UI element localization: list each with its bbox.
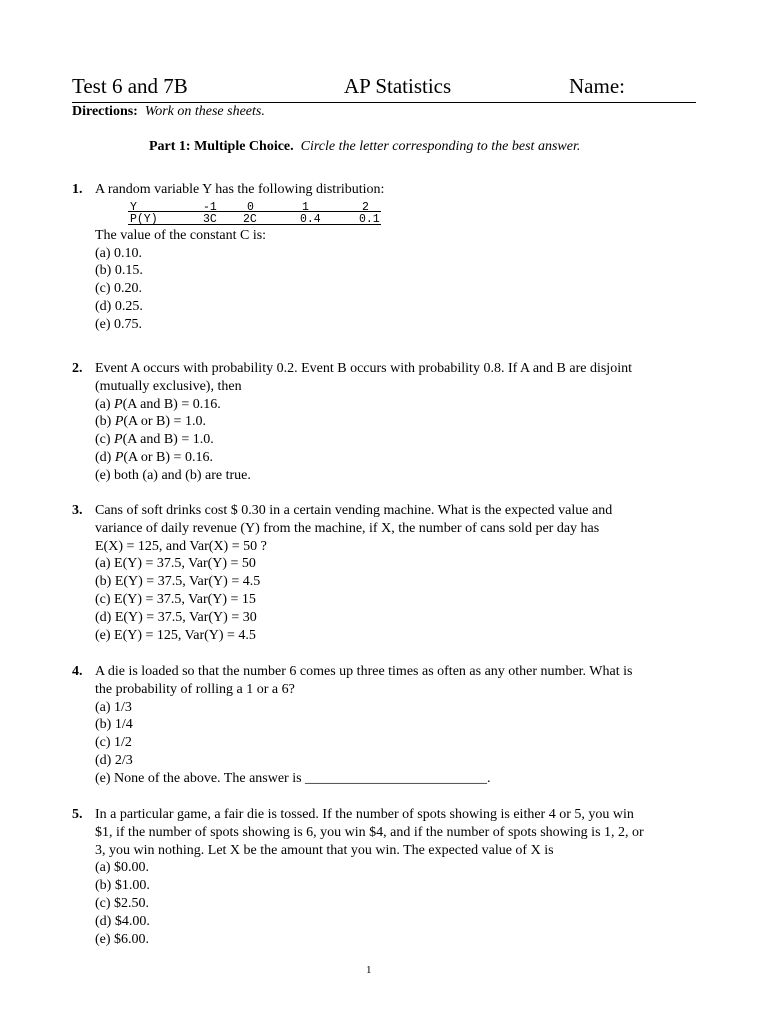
- question-text: 3, you win nothing. Let X be the amount that you win. The expected value of X is: [95, 842, 554, 858]
- question-number: 1.: [72, 182, 83, 197]
- table-cell: 0.4: [300, 212, 321, 226]
- question-number: 5.: [72, 807, 83, 822]
- table-cell: 1: [302, 200, 309, 214]
- part-instructions: Circle the letter corresponding to the best answer.: [300, 139, 581, 154]
- table-cell: Y: [130, 200, 137, 214]
- question-text: (mutually exclusive), then: [95, 378, 242, 394]
- question-number: 4.: [72, 664, 83, 679]
- question-body: [95, 181, 695, 334]
- question-text: E(X) = 125, and Var(X) = 50 ?: [95, 538, 267, 554]
- answer-option-d: (d) 0.25.: [95, 298, 143, 314]
- table-cell: P(Y): [130, 212, 158, 226]
- answer-option-c: (c) P(A and B) = 1.0.: [95, 432, 214, 448]
- table-cell: 2C: [243, 212, 257, 226]
- answer-option-b: (b) P(A or B) = 1.0.: [95, 414, 206, 430]
- answer-option-d: (d) E(Y) = 37.5, Var(Y) = 30: [95, 609, 257, 625]
- answer-option-e: (e) both (a) and (b) are true.: [95, 467, 251, 483]
- answer-option-c: (c) E(Y) = 37.5, Var(Y) = 15: [95, 591, 256, 607]
- answer-option-c: (c) 0.20.: [95, 281, 143, 297]
- question-text: The value of the constant C is:: [95, 227, 267, 243]
- question-number: 2.: [72, 361, 83, 376]
- table-cell: 3C: [203, 212, 217, 226]
- answer-option-b: (b) E(Y) = 37.5, Var(Y) = 4.5: [95, 574, 261, 590]
- question-body: [95, 806, 695, 948]
- question-text: Cans of soft drinks cost $ 0.30 in a certain vending machine. What is the expected value and: [95, 503, 613, 518]
- table-cell: 2: [362, 200, 369, 214]
- page-header: [72, 74, 696, 103]
- question-body: [95, 663, 695, 788]
- course-title: AP Statistics: [344, 74, 452, 98]
- answer-option-d: (d) $4.00.: [95, 913, 150, 929]
- answer-option-a: (a) 1/3: [95, 699, 132, 715]
- answer-option-c: (c) $2.50.: [95, 895, 150, 911]
- question-text: Event A occurs with probability 0.2. Event B occurs with probability 0.8. If A and B are disjoint: [95, 361, 632, 376]
- page-number: 1: [366, 964, 372, 976]
- table-bottom-rule: [128, 224, 381, 225]
- question-text: variance of daily revenue (Y) from the machine, if X, the number of cans sold per day has: [95, 520, 600, 536]
- directions-label: Directions:: [72, 104, 138, 119]
- answer-option-b: (b) 1/4: [95, 717, 133, 733]
- answer-option-d: (d) 2/3: [95, 752, 133, 768]
- answer-option-e: (e) 0.75.: [95, 316, 143, 332]
- question-text: A random variable Y has the following distribution:: [95, 182, 385, 197]
- answer-option-a: (a) E(Y) = 37.5, Var(Y) = 50: [95, 556, 256, 572]
- name-label: Name:: [569, 74, 625, 98]
- table-cell: -1: [203, 200, 217, 214]
- question-text: In a particular game, a fair die is tossed. If the number of spots showing is either 4 or 5, you win: [95, 807, 634, 822]
- test-title: Test 6 and 7B: [72, 74, 188, 98]
- answer-option-e: (e) $6.00.: [95, 931, 150, 947]
- answer-option-b: (b) 0.15.: [95, 263, 143, 279]
- answer-option-a: (a) P(A and B) = 0.16.: [95, 396, 221, 412]
- table-cell: 0: [247, 200, 254, 214]
- part-label: Part 1: Multiple Choice.: [149, 139, 294, 154]
- directions: [72, 104, 265, 120]
- answer-option-b: (b) $1.00.: [95, 878, 150, 894]
- answer-option-e: (e) E(Y) = 125, Var(Y) = 4.5: [95, 627, 256, 643]
- answer-option-d: (d) P(A or B) = 0.16.: [95, 449, 213, 465]
- part-heading: [149, 139, 580, 155]
- answer-option-c: (c) 1/2: [95, 735, 132, 751]
- question-text: A die is loaded so that the number 6 comes up three times as often as any other number. What is: [95, 664, 633, 679]
- distribution-table: [95, 199, 695, 227]
- answer-option-a: (a) $0.00.: [95, 860, 150, 876]
- question-text: $1, if the number of spots showing is 6, you win $4, and if the number of spots showing is 1, 2, or: [95, 824, 644, 840]
- answer-option-a: (a) 0.10.: [95, 245, 143, 261]
- table-cell: 0.1: [359, 212, 380, 226]
- answer-option-e: (e) None of the above. The answer is __________________________.: [95, 770, 491, 786]
- question-text: the probability of rolling a 1 or a 6?: [95, 681, 295, 697]
- question-body: [95, 360, 695, 485]
- question-body: [95, 502, 695, 644]
- question-number: 3.: [72, 503, 83, 518]
- directions-text: Work on these sheets.: [144, 104, 265, 119]
